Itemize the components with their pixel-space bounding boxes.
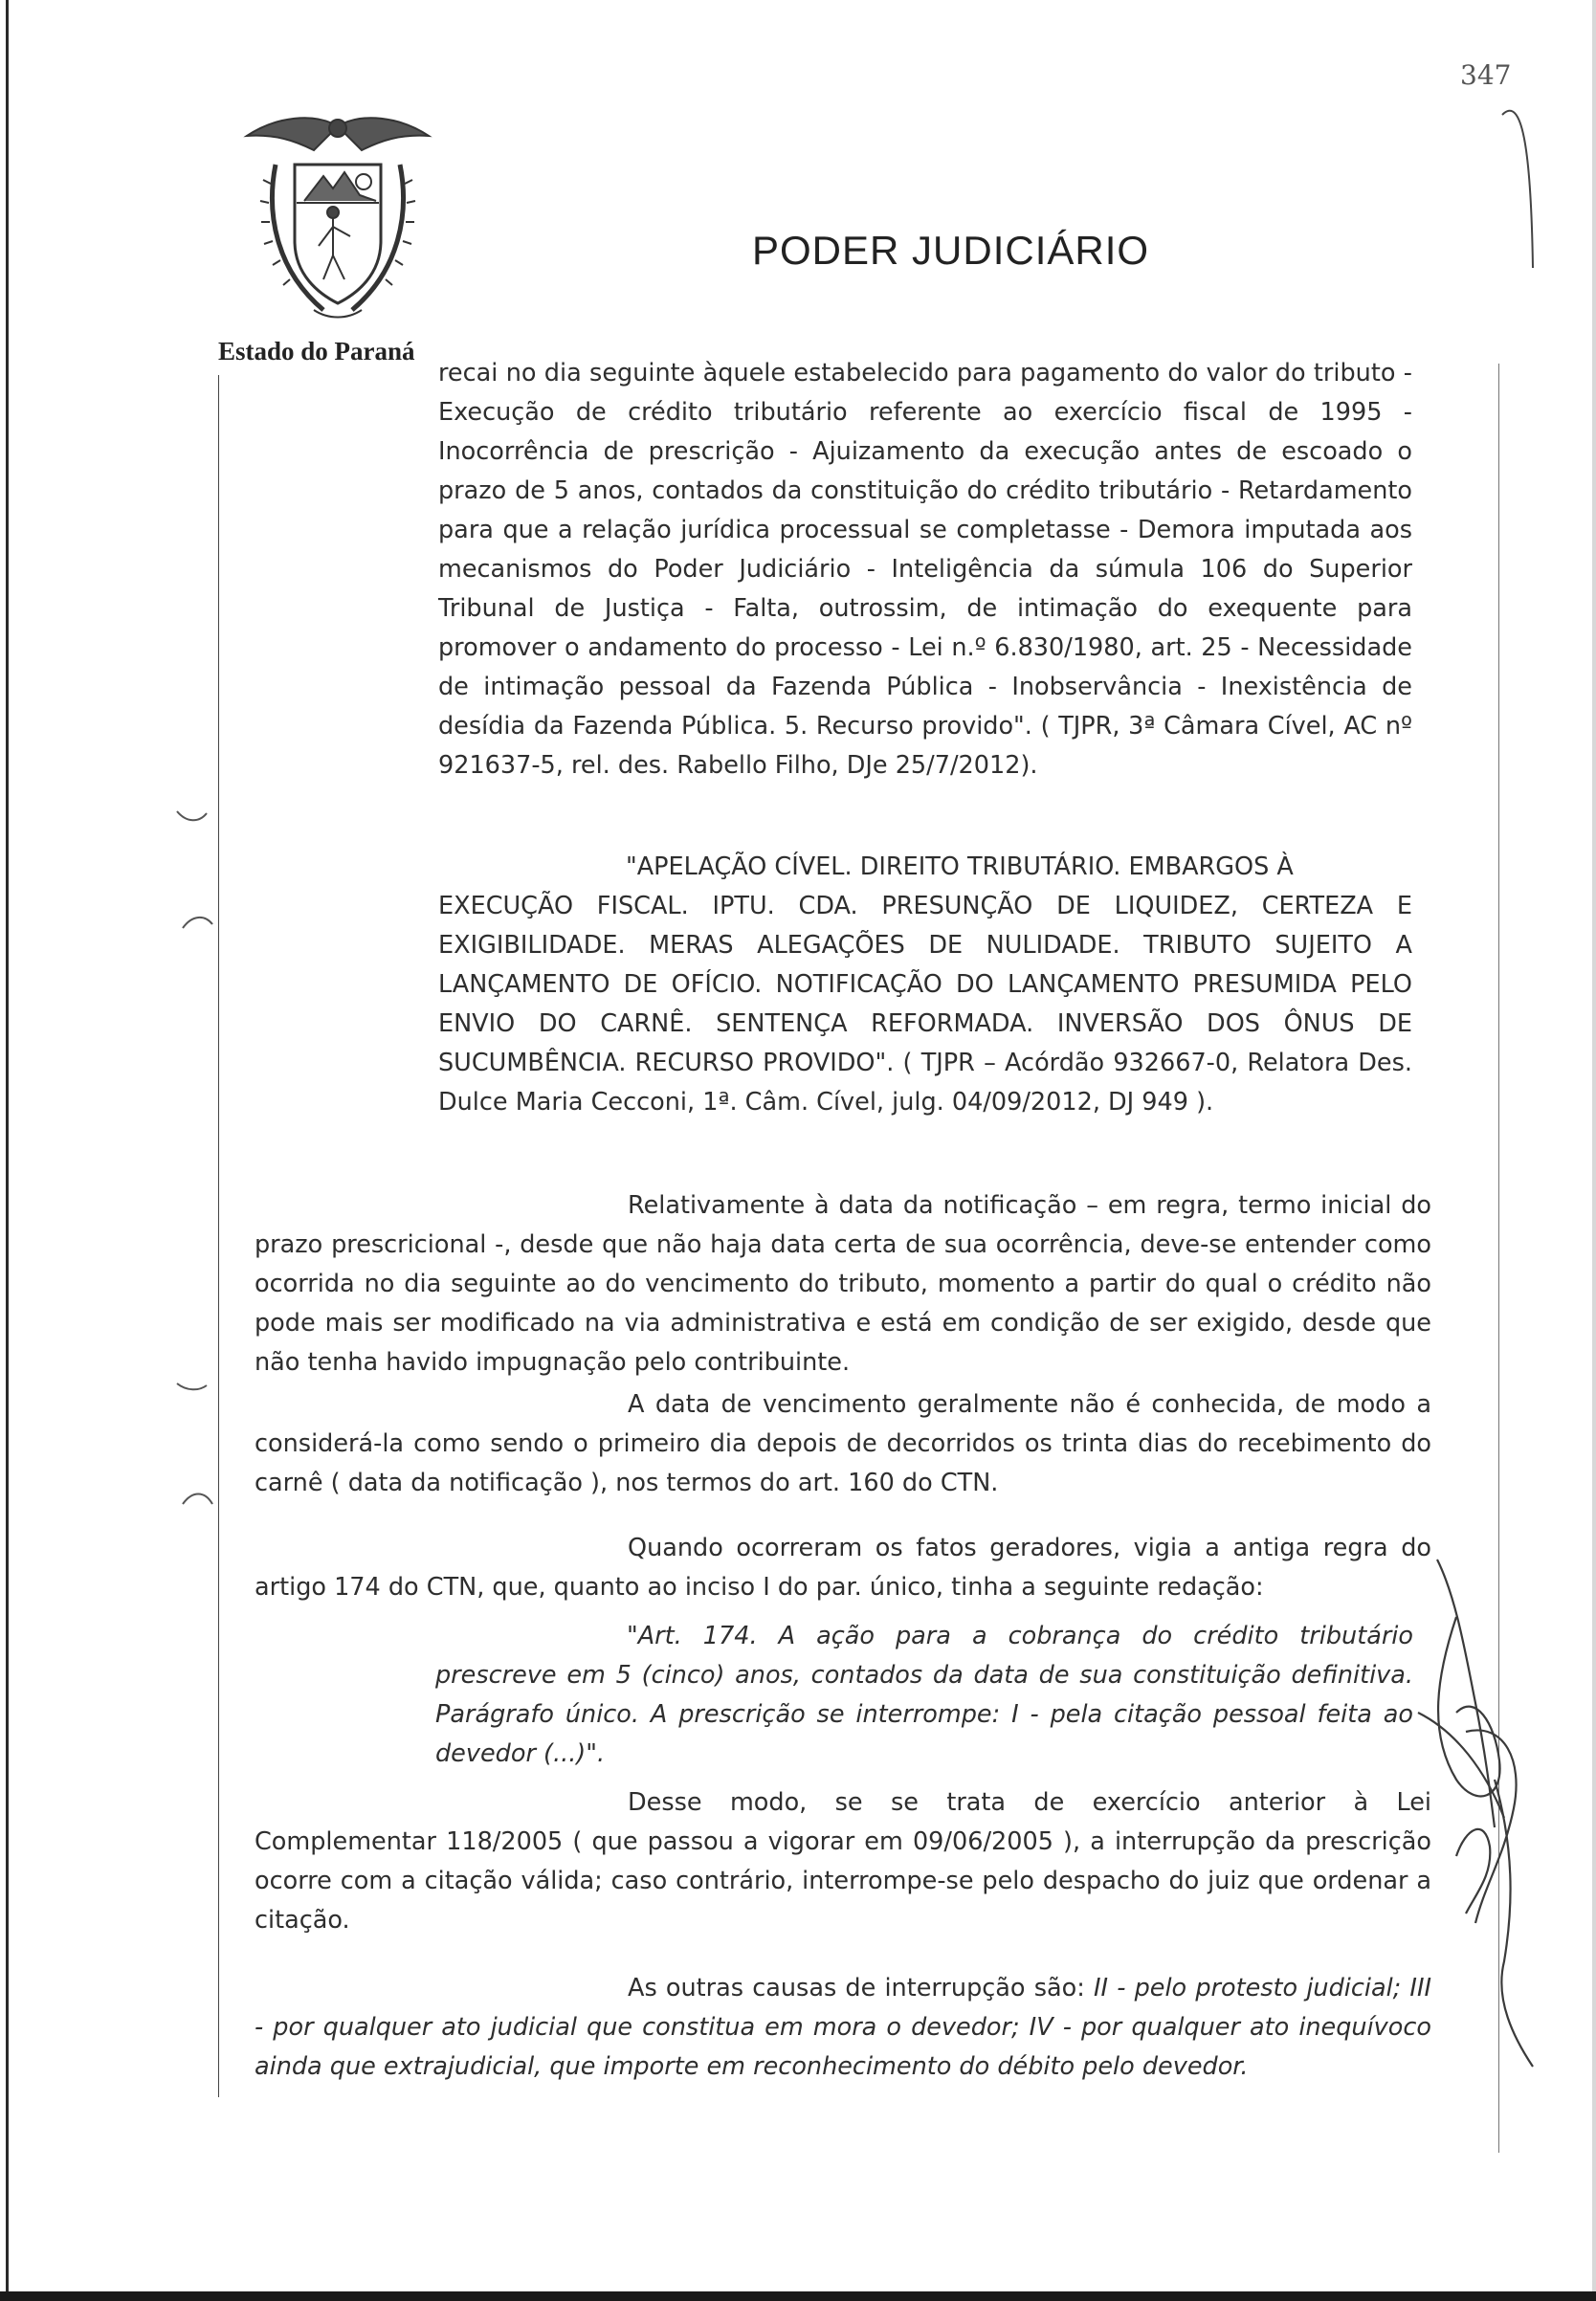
parana-coat-of-arms-icon xyxy=(237,107,438,322)
folio-number: 347 xyxy=(1460,59,1512,91)
page-title: PODER JUDICIÁRIO xyxy=(752,228,1150,273)
folio-bracket-mark xyxy=(1493,86,1550,268)
scan-edge-right xyxy=(1592,0,1596,2301)
paragraph-4-block xyxy=(255,1385,1431,1503)
state-name: Estado do Paraná xyxy=(218,337,415,365)
margin-scan-mark xyxy=(172,1378,211,1397)
quote-block-2 xyxy=(438,848,1412,1122)
paragraph-8-italic: II - pelo protesto judicial; III - por qualquer ato judicial que constitua em mora o devedor; IV - por qualquer ato inequívoco ainda que extrajudicial, que importe em reconhecimento do débito pelo devedor. xyxy=(255,1974,1431,2081)
scan-edge-left xyxy=(6,0,9,2301)
handwritten-signature-mark xyxy=(1399,1540,1542,2076)
paragraph-5: Quando ocorreram os fatos geradores, vigia a antiga regra do artigo 174 do CTN, que, quanto ao inciso I do par. único, tinha a seguinte redação: xyxy=(255,1534,1431,1602)
paragraph-quote-2-first-line: "APELAÇÃO CÍVEL. DIREITO TRIBUTÁRIO. EMBARGOS À xyxy=(626,852,1294,881)
paragraph-quote-1: recai no dia seguinte àquele estabelecido para pagamento do valor do tributo - Execução de crédito tributário referente ao exercício fiscal de 1995 - Inocorrência de prescrição - Ajuizamento da execução antes de escoado o prazo de 5 anos, contados da constituição do crédito tributário - Retardamento para que a relação jurídica processual se completasse - Demora imputada aos mecanismos do Poder Judiciário - Inteligência da súmula 106 do Superior Tribunal de Justiça - Falta, outrossim, de intimação do exequente para promover o andamento do processo - Lei n.º 6.830/1980, art. 25 - Necessidade de intimação pessoal da Fazenda Pública - Inobservância - Inexistência de desídia da Fazenda Pública. 5. Recurso provido". ( TJPR, 3ª Câmara Cível, AC nº 921637-5, rel. des. Rabello Filho, DJe 25/7/2012). xyxy=(438,359,1412,780)
scan-edge-bottom xyxy=(0,2291,1596,2301)
paragraph-3: Relativamente à data da notificação – em regra, termo inicial do prazo prescricional -, desde que não haja data certa de sua ocorrência, deve-se entender como ocorrida no dia seguinte ao do vencimento do tributo, momento a partir do qual o crédito não pode mais ser modificado na via administrativa e está em condição de ser exigido, desde que não tenha havido impugnação pelo contribuinte. xyxy=(255,1191,1431,1377)
paragraph-7: Desse modo, se se trata de exercício anterior à Lei Complementar 118/2005 ( que passou a vigorar em 09/06/2005 ), a interrupção da prescrição ocorre com a citação válida; caso contrário, interrompe-se pelo despacho do juiz que ordenar a citação. xyxy=(255,1788,1431,1935)
paragraph-5-block xyxy=(255,1529,1431,1607)
paragraph-8-block xyxy=(255,1969,1431,2087)
paragraph-3-block xyxy=(255,1186,1431,1383)
quote-continuation xyxy=(438,354,1412,785)
paragraph-4: A data de vencimento geralmente não é conhecida, de modo a considerá-la como sendo o primeiro dia depois de decorridos os trinta dias do recebimento do carnê ( data da notificação ), nos termos do art. 160 do CTN. xyxy=(255,1390,1431,1497)
margin-scan-mark xyxy=(172,804,211,832)
paragraph-6-citation: "Art. 174. A ação para a cobrança do crédito tributário prescreve em 5 (cinco) anos, contados da data de sua constituição definitiva. Parágrafo único. A prescrição se interrompe: I - pela citação pessoal feita ao devedor (...)". xyxy=(435,1622,1413,1768)
paragraph-8-lead: As outras causas de interrupção são: xyxy=(628,1974,1094,2002)
margin-scan-mark xyxy=(178,907,216,936)
paragraph-quote-2: EXECUÇÃO FISCAL. IPTU. CDA. PRESUNÇÃO DE LIQUIDEZ, CERTEZA E EXIGIBILIDADE. MERAS ALEGAÇÕES DE NULIDADE. TRIBUTO SUJEITO A LANÇAMENTO DE OFÍCIO. NOTIFICAÇÃO DO LANÇAMENTO PRESUMIDA PELO ENVIO DO CARNÊ. SENTENÇA REFORMADA. INVERSÃO DOS ÔNUS DE SUCUMBÊNCIA. RECURSO PROVIDO". ( TJPR – Acórdão 932667-0, Relatora Des. Dulce Maria Cecconi, 1ª. Câm. Cível, julg. 04/09/2012, DJ 949 ). xyxy=(438,892,1412,1117)
paragraph-7-block xyxy=(255,1783,1431,1940)
paragraph-6-block xyxy=(435,1617,1413,1774)
margin-scan-mark xyxy=(178,1483,216,1512)
margin-line-left xyxy=(218,375,219,2097)
